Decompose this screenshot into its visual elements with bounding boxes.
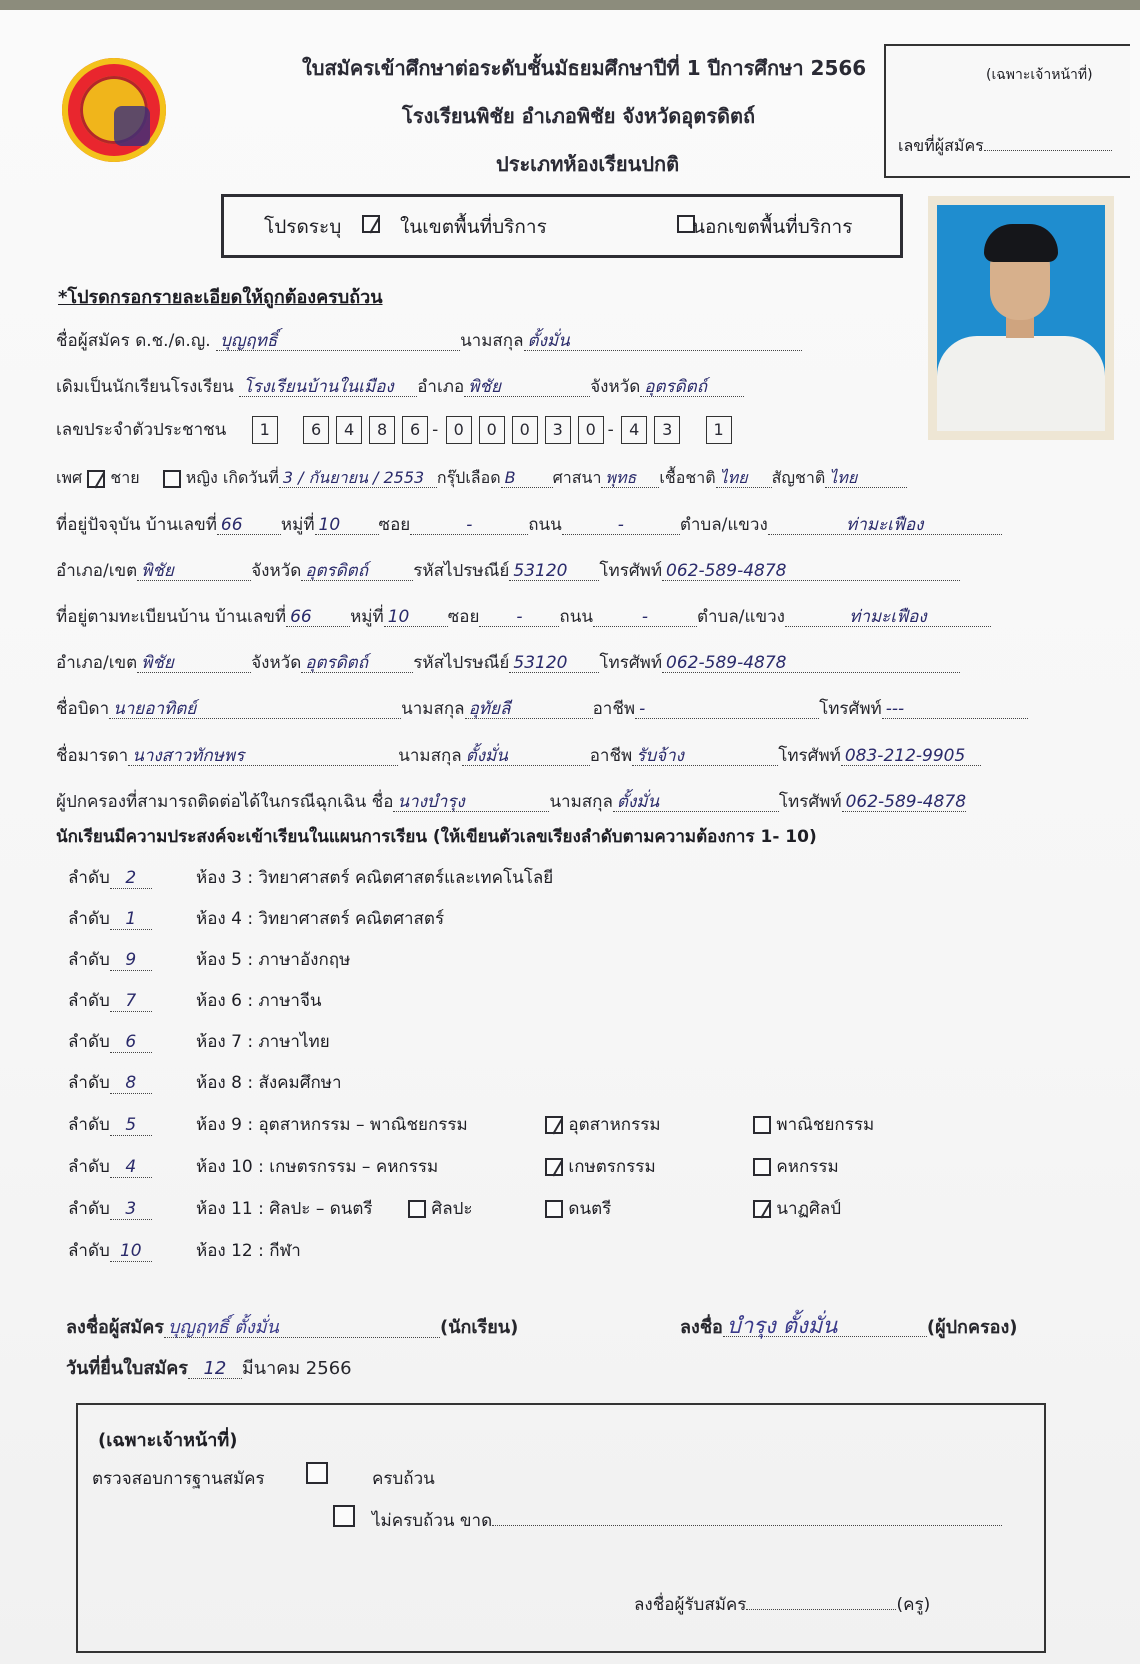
program-rank-row: ลำดับ 5 xyxy=(68,1111,152,1138)
id-digit[interactable]: 8 xyxy=(369,416,395,444)
blood-type-field[interactable]: B xyxy=(501,469,553,488)
official-use-box xyxy=(884,44,1130,178)
guardian-signature-field[interactable]: บำรุง ตั้งมั่น xyxy=(723,1318,927,1337)
program-room-label: ห้อง 9 : อุตสาหกรรม – พาณิชยกรรม xyxy=(196,1115,468,1135)
service-area-box xyxy=(221,194,903,258)
program-room-label: ห้อง 7 : ภาษาไทย xyxy=(196,1032,330,1052)
guardian-surname-field[interactable]: ตั้งมั่น xyxy=(613,793,779,812)
id-separator: - xyxy=(607,420,614,440)
program-room-label: ห้อง 4 : วิทยาศาสตร์ คณิตศาสตร์ xyxy=(196,909,445,929)
id-digit[interactable]: 0 xyxy=(479,416,505,444)
current-soi-field[interactable]: - xyxy=(410,516,528,535)
id-digit[interactable]: 3 xyxy=(654,416,680,444)
mother-name-field[interactable]: นางสาวทักษพร xyxy=(128,747,398,766)
current-district-field[interactable]: พิชัย xyxy=(137,562,251,581)
race-field[interactable]: ไทย xyxy=(716,469,772,488)
dance-checkbox[interactable] xyxy=(753,1200,771,1218)
program-rank-row: ลำดับ 3 xyxy=(68,1195,152,1222)
previous-school-district-field[interactable]: พิชัย xyxy=(464,378,590,397)
service-area-label: โปรดระบุ xyxy=(264,216,342,238)
option-industry: อุตสาหกรรม xyxy=(545,1111,661,1138)
female-checkbox[interactable] xyxy=(163,470,181,488)
registered-address-row-2: อำเภอ/เขต พิชัย จังหวัด อุตรดิตถ์ รหัสไปรษณีย์ 53120 โทรศัพท์ 062-589-4878 xyxy=(56,649,960,676)
submission-date-row: วันที่ยื่นใบสมัคร 12 มีนาคม 2566 xyxy=(66,1358,352,1379)
current-province-field[interactable]: อุตรดิตถ์ xyxy=(301,562,413,581)
form-title: ใบสมัครเข้าศึกษาต่อระดับชั้นมัธยมศึกษาปีที่ 1 ปีการศึกษา 2566 xyxy=(302,56,867,80)
music-checkbox[interactable] xyxy=(545,1200,563,1218)
registered-address-row-1: ที่อยู่ตามทะเบียนบ้าน บ้านเลขที่ 66 หมู่ที่ 10 ซอย - ถนน - ตำบล/แขวง ท่ามะเฟือง xyxy=(56,603,991,630)
school-logo xyxy=(62,58,166,162)
complete-label: ครบถ้วน xyxy=(372,1469,435,1489)
birth-date-field[interactable]: 3 / กันยายน / 2553 xyxy=(279,469,437,488)
option-home-economics: คหกรรม xyxy=(753,1153,839,1180)
program-rank-row: ลำดับ 9 xyxy=(68,946,152,973)
official-use-title: (เฉพาะเจ้าหน้าที่) xyxy=(986,67,1093,83)
current-subdistrict-field[interactable]: ท่ามะเฟือง xyxy=(768,516,1002,535)
option-agriculture: เกษตรกรรม xyxy=(545,1153,656,1180)
current-address-row-2: อำเภอ/เขต พิชัย จังหวัด อุตรดิตถ์ รหัสไปรษณีย์ 53120 โทรศัพท์ 062-589-4878 xyxy=(56,557,960,584)
option-commerce: พาณิชยกรรม xyxy=(753,1111,874,1138)
option-art: ศิลปะ xyxy=(408,1195,473,1222)
art-checkbox[interactable] xyxy=(408,1200,426,1218)
document-check-label: ตรวจสอบการฐานสมัคร xyxy=(92,1469,265,1489)
id-digit[interactable]: 0 xyxy=(578,416,604,444)
id-digit[interactable]: 6 xyxy=(402,416,428,444)
program-room-label: ห้อง 8 : สังคมศึกษา xyxy=(196,1073,342,1093)
id-digit[interactable]: 1 xyxy=(706,416,732,444)
nationality-field[interactable]: ไทย xyxy=(825,469,907,488)
inside-area-label: ในเขตพื้นที่บริการ xyxy=(400,216,547,238)
registered-house-no-field[interactable]: 66 xyxy=(286,608,350,627)
mother-job-field[interactable]: รับจ้าง xyxy=(632,747,778,766)
receiver-signature-row: ลงชื่อผู้รับสมัคร (ครู) xyxy=(634,1595,931,1615)
mother-phone-field[interactable]: 083-212-9905 xyxy=(841,747,981,766)
incomplete-row: ไม่ครบถ้วน ขาด xyxy=(372,1507,1002,1534)
guardian-row: ผู้ปกครองที่สามารถติดต่อได้ในกรณีฉุกเฉิน ชื่อ นางบำรุง นามสกุล ตั้งมั่น โทรศัพท์ 062-589-4878 xyxy=(56,792,967,812)
applicant-signature-row: ลงชื่อผู้สมัคร บุญฤทธิ์ ตั้งมั่น (นักเรียน) xyxy=(66,1317,519,1338)
current-phone-field[interactable]: 062-589-4878 xyxy=(662,562,960,581)
program-rank-row: ลำดับ 2 xyxy=(68,864,152,891)
id-digit[interactable]: 3 xyxy=(545,416,571,444)
rank-field[interactable]: 7 xyxy=(110,991,152,1012)
registered-province-field[interactable]: อุตรดิตถ์ xyxy=(301,654,413,673)
commerce-checkbox[interactable] xyxy=(753,1116,771,1134)
id-digit[interactable]: 1 xyxy=(252,416,278,444)
mother-surname-field[interactable]: ตั้งมั่น xyxy=(462,747,590,766)
incomplete-checkbox[interactable] xyxy=(333,1505,355,1527)
option-dance: นาฏศิลป์ xyxy=(753,1195,841,1222)
complete-checkbox[interactable] xyxy=(306,1462,328,1484)
rank-field[interactable]: 10 xyxy=(110,1241,152,1262)
outside-area-label: นอกเขตพื้นที่บริการ xyxy=(692,216,853,238)
applicant-number-field[interactable]: เลขที่ผู้สมัคร xyxy=(898,134,1112,159)
personal-info-row: เพศ ชาย หญิง เกิดวันที่ 3 / กันยายน / 2553 กรุ๊ปเลือด B ศาสนา พุทธ เชื้อชาติ ไทย สัญชาติ ไทย xyxy=(56,466,907,491)
registered-moo-field[interactable]: 10 xyxy=(384,608,448,627)
current-postcode-field[interactable]: 53120 xyxy=(509,562,599,581)
guardian-phone-field[interactable]: 062-589-4878 xyxy=(842,793,966,812)
rank-field[interactable]: 3 xyxy=(110,1199,152,1220)
father-job-field[interactable]: - xyxy=(635,700,819,719)
id-separator: - xyxy=(432,420,439,440)
home-economics-checkbox[interactable] xyxy=(753,1158,771,1176)
program-room-label: ห้อง 12 : กีฬา xyxy=(196,1241,301,1261)
id-digit[interactable]: 4 xyxy=(621,416,647,444)
program-rank-row: ลำดับ 8 xyxy=(68,1069,152,1096)
school-name: โรงเรียนพิชัย อำเภอพิชัย จังหวัดอุตรดิตถ์ xyxy=(402,104,756,128)
current-address-row-1: ที่อยู่ปัจจุบัน บ้านเลขที่ 66 หมู่ที่ 10 ซอย - ถนน - ตำบล/แขวง ท่ามะเฟือง xyxy=(56,511,1002,538)
rank-field[interactable]: 9 xyxy=(110,950,152,971)
option-music: ดนตรี xyxy=(545,1195,611,1222)
class-type: ประเภทห้องเรียนปกติ xyxy=(496,152,680,176)
program-rank-row: ลำดับ 6 xyxy=(68,1028,152,1055)
current-road-field[interactable]: - xyxy=(562,516,680,535)
registered-phone-field[interactable]: 062-589-4878 xyxy=(662,654,960,673)
missing-items-field[interactable] xyxy=(492,1525,1002,1526)
religion-field[interactable]: พุทธ xyxy=(601,469,659,488)
registered-subdistrict-field[interactable]: ท่ามะเฟือง xyxy=(785,608,991,627)
registered-soi-field[interactable]: - xyxy=(479,608,559,627)
program-room-label: ห้อง 10 : เกษตรกรรม – คหกรรม xyxy=(196,1157,439,1177)
rank-field[interactable]: 2 xyxy=(110,868,152,889)
previous-school-field[interactable]: โรงเรียนบ้านในเมือง xyxy=(239,378,417,397)
current-moo-field[interactable]: 10 xyxy=(315,516,379,535)
rank-field[interactable]: 6 xyxy=(110,1032,152,1053)
program-room-label: ห้อง 6 : ภาษาจีน xyxy=(196,991,322,1011)
registered-road-field[interactable]: - xyxy=(593,608,697,627)
receiver-signature-field[interactable] xyxy=(746,1609,896,1610)
program-room-label: ห้อง 11 : ศิลปะ – ดนตรี xyxy=(196,1199,373,1219)
rank-field[interactable]: 8 xyxy=(110,1073,152,1094)
current-house-no-field[interactable]: 66 xyxy=(217,516,281,535)
program-room-label: ห้อง 5 : ภาษาอังกฤษ xyxy=(196,950,351,970)
industry-checkbox[interactable] xyxy=(545,1116,563,1134)
program-room-label: ห้อง 3 : วิทยาศาสตร์ คณิตศาสตร์และเทคโนโลยี xyxy=(196,868,554,888)
agriculture-checkbox[interactable] xyxy=(545,1158,563,1176)
applicant-name-row: ชื่อผู้สมัคร ด.ช./ด.ญ. บุญฤทธิ์ นามสกุล ตั้งมั่น xyxy=(56,327,802,354)
rank-field[interactable]: 4 xyxy=(110,1157,152,1178)
applicant-photo xyxy=(928,196,1114,440)
study-plan-heading: นักเรียนมีความประสงค์จะเข้าเรียนในแผนการเรียน (ให้เขียนตัวเลขเรียงลำดับตามความต้องการ 1- 10) xyxy=(56,827,817,847)
guardian-signature-row: ลงชื่อ บำรุง ตั้งมั่น (ผู้ปกครอง) xyxy=(680,1314,1018,1339)
registered-postcode-field[interactable]: 53120 xyxy=(509,654,599,673)
rank-field[interactable]: 5 xyxy=(110,1115,152,1136)
table-surface-edge xyxy=(0,0,1140,10)
father-phone-field[interactable]: --- xyxy=(882,700,1028,719)
registered-district-field[interactable]: พิชัย xyxy=(137,654,251,673)
program-rank-row: ลำดับ 10 xyxy=(68,1237,152,1264)
previous-school-row: เดิมเป็นนักเรียนโรงเรียน โรงเรียนบ้านในเมือง อำเภอ พิชัย จังหวัด อุตรดิตถ์ xyxy=(56,373,744,400)
surname-field[interactable]: ตั้งมั่น xyxy=(524,332,802,351)
previous-school-province-field[interactable]: อุตรดิตถ์ xyxy=(640,378,744,397)
program-rank-row: ลำดับ 4 xyxy=(68,1153,152,1180)
citizen-id-row: เลขประจำตัวประชาชน 1 6 4 8 6 - 0 0 0 3 0 - 4 3 1 xyxy=(56,416,739,444)
id-digit[interactable]: 0 xyxy=(512,416,538,444)
male-checkbox[interactable] xyxy=(87,470,105,488)
program-rank-row: ลำดับ 1 xyxy=(68,905,152,932)
first-name-field[interactable]: บุญฤทธิ์ xyxy=(216,332,460,351)
staff-use-title: (เฉพาะเจ้าหน้าที่) xyxy=(98,1430,238,1451)
id-digit[interactable]: 4 xyxy=(336,416,362,444)
id-digit[interactable]: 6 xyxy=(303,416,329,444)
applicant-signature-field[interactable]: บุญฤทธิ์ ตั้งมั่น xyxy=(164,1319,440,1338)
father-surname-field[interactable]: อุทัยลี xyxy=(465,700,593,719)
id-digit[interactable]: 0 xyxy=(446,416,472,444)
instruction-text: *โปรดกรอกรายละเอียดให้ถูกต้องครบถ้วน xyxy=(58,287,383,308)
rank-field[interactable]: 1 xyxy=(110,909,152,930)
father-row: ชื่อบิดา นายอาทิตย์ นามสกุล อุทัยลี อาชีพ - โทรศัพท์ --- xyxy=(56,695,1028,722)
program-rank-row: ลำดับ 7 xyxy=(68,987,152,1014)
staff-use-box xyxy=(76,1403,1046,1653)
mother-row: ชื่อมารดา นางสาวทักษพร นามสกุล ตั้งมั่น อาชีพ รับจ้าง โทรศัพท์ 083-212-9905 xyxy=(56,742,981,769)
father-name-field[interactable]: นายอาทิตย์ xyxy=(109,700,401,719)
guardian-name-field[interactable]: นางบำรุง xyxy=(393,793,549,812)
inside-area-checkbox[interactable] xyxy=(362,215,380,233)
submission-day-field[interactable]: 12 xyxy=(188,1360,242,1379)
